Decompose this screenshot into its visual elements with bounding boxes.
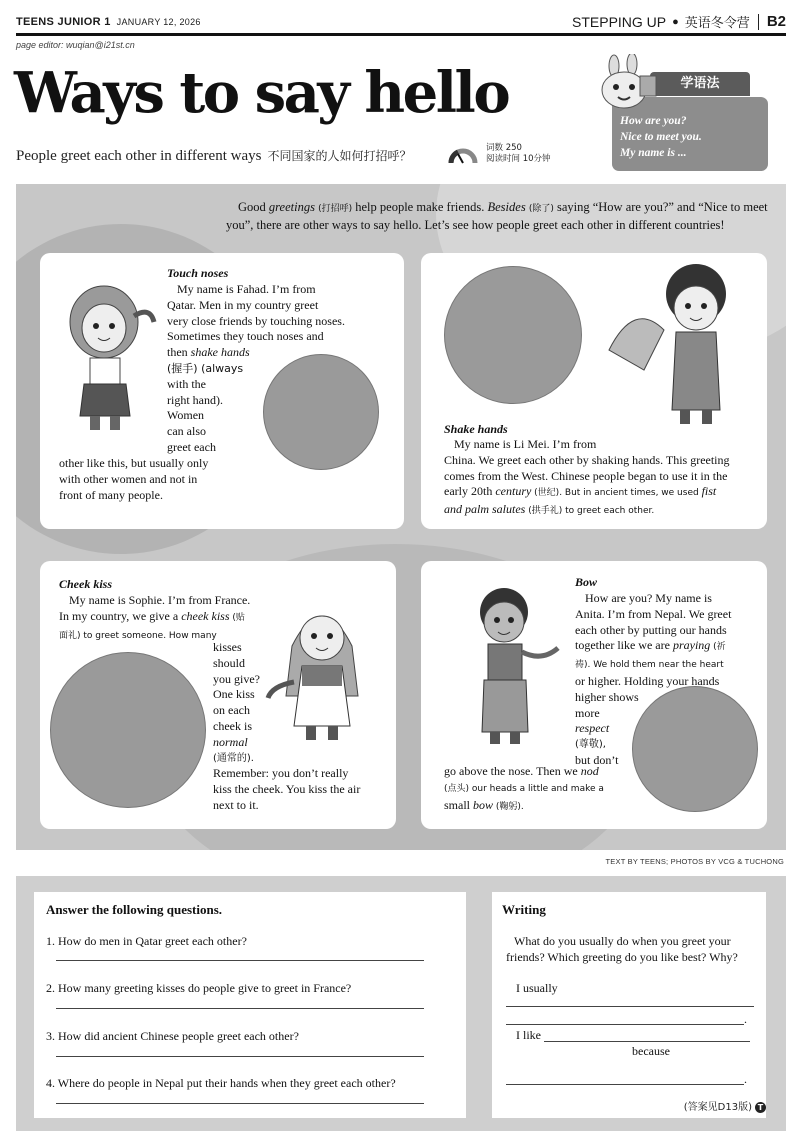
writing-line[interactable] bbox=[506, 1024, 744, 1025]
li-mei-girl-illustration bbox=[604, 260, 754, 430]
cheek-kiss-text-col: kisses should you give? One kiss on each cheek is normal (通常的). bbox=[213, 640, 260, 764]
shake-hands-text: My name is Li Mei. I’m from China. We greet each other by shaking hands. This greeting comes from the West. Chinese people began to use it in the early 20th century (世纪). But in ancient times, we used fist and palm salutes (拱手礼) to greet each other. bbox=[444, 437, 730, 517]
rabbit-mascot-icon bbox=[592, 54, 658, 112]
writing-period: . bbox=[744, 1012, 747, 1026]
writing-prompt: What do you usually do when you greet your friends? Which greeting do you like best? Why? bbox=[506, 934, 738, 964]
reading-info bbox=[486, 143, 551, 165]
writing-because: because bbox=[632, 1044, 670, 1058]
bow-text: How are you? My name is Anita. I’m from Nepal. We greet each other by putting our hands together like we are praying (祈 祷). We hold them near the heart or higher. Holding your hands higher shows more respect (尊敬), but don’t bbox=[575, 591, 732, 767]
question-item: 1. How do men in Qatar greet each other? bbox=[46, 934, 247, 948]
reading-time: 阅读时间 10分钟 bbox=[486, 154, 551, 164]
cheek-kiss-heading: Cheek kiss bbox=[59, 577, 113, 591]
answer-line[interactable] bbox=[56, 1008, 424, 1009]
fahad-girl-illustration bbox=[54, 276, 162, 436]
subtitle bbox=[16, 147, 411, 165]
intro-paragraph: Good greetings (打招呼) help people make friends. Besides (除了) saying “How are you?” and “Nice to meet you”, there are other ways to say hello. Let’s see how people greet each other in different countries! bbox=[226, 200, 768, 232]
section-name-cn: 英语冬令营 bbox=[684, 16, 750, 31]
section-header bbox=[572, 12, 786, 31]
writing-i-usually: I usually bbox=[516, 981, 558, 995]
page-number: B2 bbox=[766, 13, 786, 30]
issue-date: JANUARY 12, 2026 bbox=[116, 17, 201, 27]
touch-noses-heading: Touch noses bbox=[167, 266, 229, 280]
answer-line[interactable] bbox=[56, 960, 424, 961]
writing-period: . bbox=[744, 1072, 747, 1086]
writing-line[interactable] bbox=[506, 1006, 754, 1007]
question-item: 2. How many greeting kisses do people give to greet in France? bbox=[46, 981, 352, 995]
writing-title: Writing bbox=[502, 902, 546, 917]
touch-noses-text-cont: other like this, but usually only with other women and not in front of many people. bbox=[59, 456, 209, 502]
writing-line[interactable] bbox=[544, 1041, 750, 1042]
cheek-kiss-text: My name is Sophie. I’m from France. In my country, we give a cheek kiss (贴 面礼) to greet someone. How many bbox=[59, 593, 251, 641]
word-count: 词数 250 bbox=[486, 143, 522, 153]
grammar-line: How are you? bbox=[620, 115, 687, 127]
cheek-kiss-text-cont: Remember: you don’t really kiss the cheek. You kiss the air next to it. bbox=[213, 766, 361, 812]
men-shaking-hands-photo bbox=[444, 266, 582, 404]
answer-line[interactable] bbox=[56, 1103, 424, 1104]
grammar-line: Nice to meet you. bbox=[620, 131, 702, 143]
grammar-tab: 学语法 bbox=[650, 72, 750, 96]
section-name: STEPPING UP bbox=[572, 13, 667, 30]
page-title: Ways to say hello bbox=[14, 60, 509, 126]
bow-heading: Bow bbox=[575, 575, 598, 589]
bow-text-cont: go above the nose. Then we nod (点头) our heads a little and make a small bow (鞠躬). bbox=[444, 764, 604, 812]
writing-i-like: I like bbox=[516, 1028, 541, 1042]
answer-reference-text: (答案见D13版) bbox=[683, 1102, 752, 1113]
publication-name: TEENS JUNIOR 1 bbox=[16, 16, 111, 28]
photo-credit: TEXT BY TEENS; PHOTOS BY VCG & TUCHONG bbox=[605, 857, 784, 866]
answer-line[interactable] bbox=[56, 1056, 424, 1057]
questions-title: Answer the following questions. bbox=[46, 902, 223, 917]
difficulty-gauge-icon bbox=[448, 145, 478, 165]
shake-hands-heading: Shake hands bbox=[444, 422, 508, 436]
header-rule bbox=[16, 33, 786, 36]
women-cheek-kiss-photo bbox=[50, 652, 206, 808]
anita-girl-illustration bbox=[458, 582, 568, 750]
subtitle-en: People greet each other in different ways bbox=[16, 148, 262, 164]
question-item: 3. How did ancient Chinese people greet each other? bbox=[46, 1029, 299, 1043]
teens-logo-icon: T bbox=[755, 1102, 766, 1113]
page-editor: page editor: wuqian@i21st.cn bbox=[16, 40, 135, 50]
bullet-icon: ● bbox=[672, 15, 679, 28]
writing-line[interactable] bbox=[506, 1084, 744, 1085]
masthead bbox=[16, 16, 201, 28]
answer-reference bbox=[684, 1098, 766, 1113]
grammar-line: My name is ... bbox=[620, 147, 687, 159]
touch-noses-text: My name is Fahad. I’m from Qatar. Men in my country greet very close friends by touching noses. Sometimes they touch noses and then shake hands (握手) (always with the right hand). Women can also greet each bbox=[167, 282, 345, 454]
subtitle-cn: 不同国家的人如何打招呼？ bbox=[267, 149, 412, 163]
divider bbox=[758, 14, 759, 30]
question-item: 4. Where do people in Nepal put their hands when they greet each other? bbox=[46, 1076, 396, 1090]
